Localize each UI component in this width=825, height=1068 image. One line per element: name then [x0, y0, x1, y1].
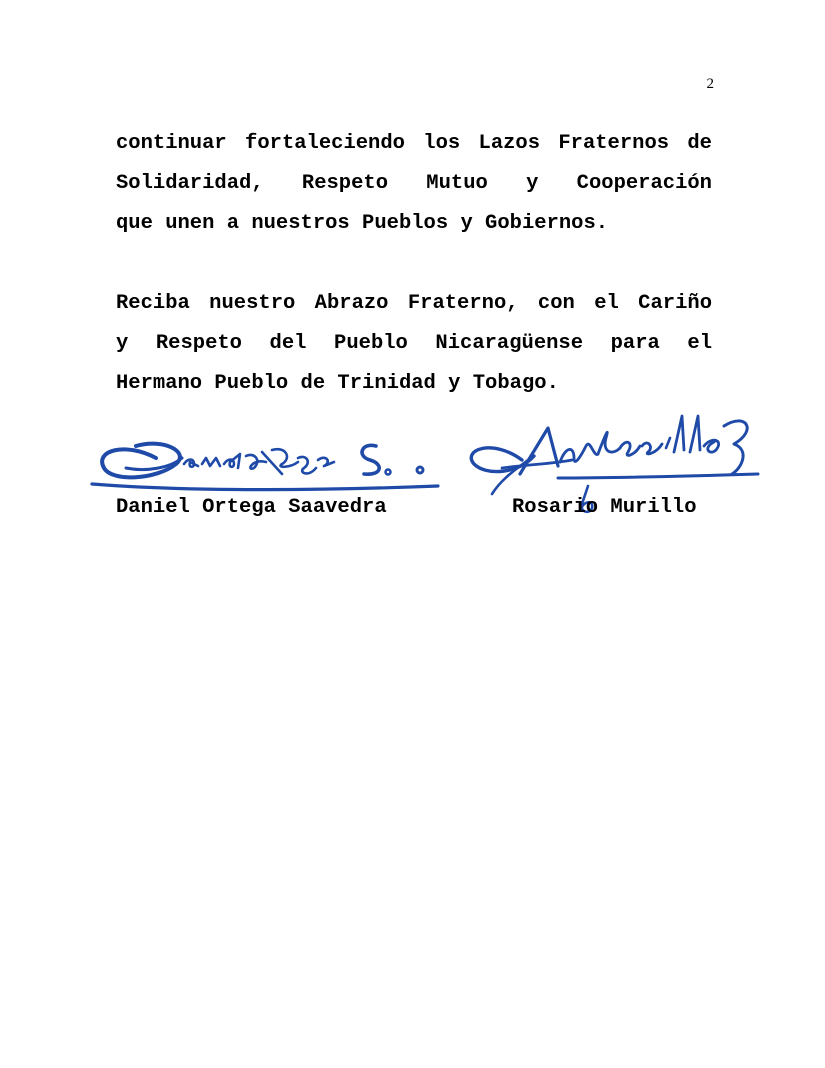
- paragraph-line: continuar fortaleciendo los Lazos Fraternos de: [116, 132, 712, 155]
- signature-daniel-ortega: [86, 428, 446, 500]
- signer-name-right: Rosario Murillo: [512, 496, 697, 519]
- paragraph-line: Reciba nuestro Abrazo Fraterno, con el Cariño: [116, 292, 712, 315]
- paragraph-closing-2: [116, 284, 712, 404]
- page-number: 2: [706, 76, 714, 92]
- paragraph-line: que unen a nuestros Pueblos y Gobiernos.: [116, 212, 609, 235]
- paragraph-line: Solidaridad, Respeto Mutuo y Cooperación: [116, 172, 712, 195]
- paragraph-line: y Respeto del Pueblo Nicaragüense para el: [116, 332, 712, 355]
- paragraph-line: Hermano Pueblo de Trinidad y Tobago.: [116, 372, 559, 395]
- paragraph-closing-1: [116, 124, 712, 244]
- signer-name-left: Daniel Ortega Saavedra: [116, 496, 387, 519]
